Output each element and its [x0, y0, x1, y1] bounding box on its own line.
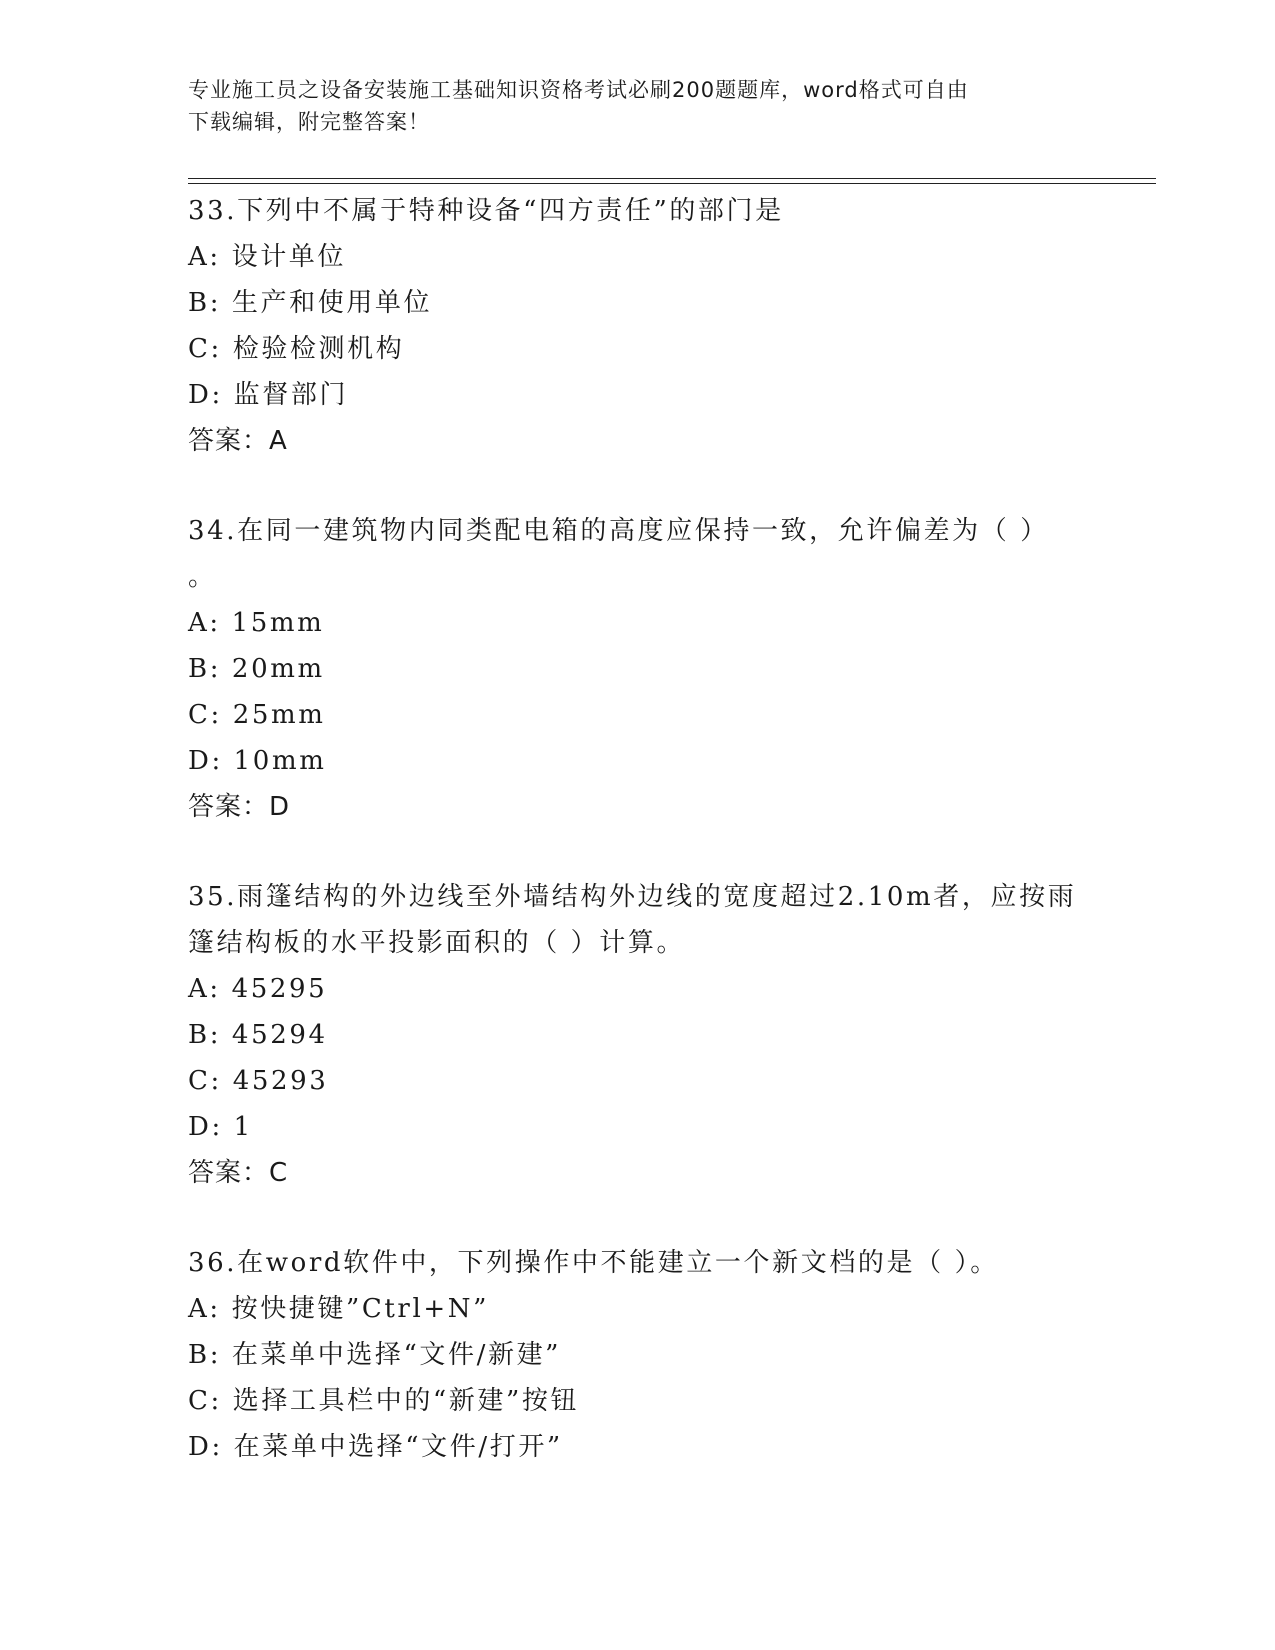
question-36	[188, 1240, 1088, 1470]
option-c: C: 45293	[188, 1066, 329, 1096]
option-b: B: 生产和使用单位	[188, 288, 433, 318]
option-d: D: 10mm	[188, 746, 327, 776]
answer-line: 答案：C	[188, 1158, 289, 1188]
option-b: B: 在菜单中选择“文件/新建”	[188, 1340, 562, 1370]
option-b: B: 45294	[188, 1020, 328, 1050]
question-35	[188, 874, 1088, 1196]
question-stem: 36.在word软件中，下列操作中不能建立一个新文档的是（ ）。	[188, 1248, 999, 1278]
option-a: A: 设计单位	[188, 242, 347, 272]
option-b: B: 20mm	[188, 654, 325, 684]
option-d: D: 在菜单中选择“文件/打开”	[188, 1432, 563, 1462]
header-divider-top	[188, 178, 1156, 179]
option-a: A: 15mm	[188, 608, 325, 638]
document-header	[188, 74, 1068, 138]
answer-line: 答案：A	[188, 426, 288, 456]
header-divider-bottom	[188, 183, 1156, 184]
question-34	[188, 508, 1088, 830]
option-d: D: 1	[188, 1112, 253, 1142]
option-d: D: 监督部门	[188, 380, 349, 410]
question-stem-continued: 篷结构板的水平投影面积的（ ）计算。	[188, 928, 686, 958]
option-a: A: 45295	[188, 974, 328, 1004]
option-c: C: 选择工具栏中的“新建”按钮	[188, 1386, 580, 1416]
question-33	[188, 188, 1088, 464]
option-a: A: 按快捷键”Ctrl+N”	[188, 1294, 490, 1324]
header-line-2: 下载编辑，附完整答案！	[188, 110, 430, 134]
option-c: C: 25mm	[188, 700, 326, 730]
option-c: C: 检验检测机构	[188, 334, 405, 364]
question-stem: 34.在同一建筑物内同类配电箱的高度应保持一致，允许偏差为（ ）	[188, 516, 1049, 546]
question-stem: 35.雨篷结构的外边线至外墙结构外边线的宽度超过2.10m者，应按雨	[188, 882, 1077, 912]
header-line-1: 专业施工员之设备安装施工基础知识资格考试必刷200题题库，word格式可自由	[188, 78, 969, 102]
question-stem: 33.下列中不属于特种设备“四方责任”的部门是	[188, 196, 784, 226]
answer-line: 答案：D	[188, 792, 291, 822]
question-stem-continued: 。	[188, 562, 217, 592]
